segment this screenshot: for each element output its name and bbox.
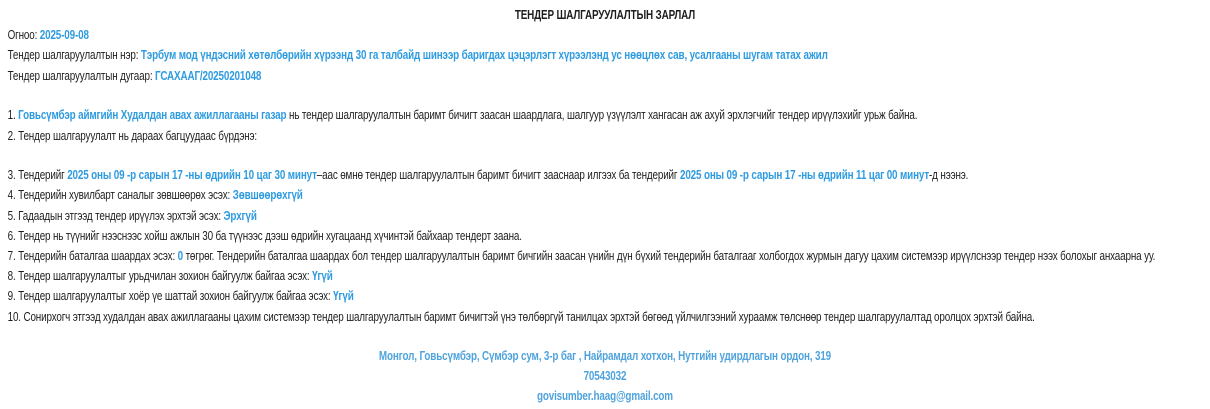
item-6 <box>8 226 1203 246</box>
footer-phone: 70543032 <box>583 368 627 384</box>
text-segment: –аас өмнө тендер шалгаруулалтын баримт бичигт зааснаар илгээх ба тендерийг <box>316 167 680 183</box>
text-segment: 1. <box>7 107 19 123</box>
text-segment: Тендер шалгаруулалтын нэр: <box>7 47 141 63</box>
highlighted-value: Говьсүмбэр аймгийн Худалдан авах ажиллагааны газар <box>18 107 287 123</box>
item-4 <box>8 185 1203 205</box>
highlighted-value: ГСАХААГ/20250201048 <box>155 67 262 83</box>
text-segment: Огноо: <box>7 27 40 43</box>
text-segment: 6. Тендер нь түүнийг нээснээс хойш ажлын 30 ба түүнээс дээш өдрийн хугацаанд хүчинтэй байхаар тендерт заана. <box>7 227 522 243</box>
item-3 <box>8 165 1203 185</box>
highlighted-value: Эрхгүй <box>223 207 257 223</box>
text-segment: нь тендер шалгаруулалтын баримт бичигт заасан шаардлага, шалгуур үзүүлэлт хангасан аж ахуй эрхлэгчийг тендер ирүүлэхийг урьж байна. <box>286 107 918 123</box>
text-segment: 3. Тендерийг <box>7 167 68 183</box>
highlighted-value: Үгүй <box>312 268 333 284</box>
date-line <box>8 25 1203 45</box>
footer-address: Монгол, Говьсүмбэр, Сүмбэр сум, 3-р баг , Найрамдал хотхон, Нутгийн удирдлагын ордон, 319 <box>378 347 832 363</box>
highlighted-value: 2025-09-08 <box>39 27 89 43</box>
text-segment: 8. Тендер шалгаруулалтыг урьдчилан зохион байгуулж байгаа эсэх: <box>7 268 313 284</box>
item-7 <box>8 246 1203 266</box>
text-segment: 9. Тендер шалгаруулалтыг хоёр үе шаттай зохион байгуулж байгаа эсэх: <box>7 288 334 304</box>
item-10 <box>8 307 1203 327</box>
highlighted-value: 2025 оны 09 -р сарын 17 -ны өдрийн 10 цаг 30 минут <box>67 167 317 183</box>
highlighted-value: Тэрбум мод үндэсний хөтөлбөрийн хүрээнд 30 га талбайд шинээр баригдах цэцэрлэгт хүрээлэнд ус нөөцлөх сав, усалгааны шугам татах ажил <box>140 47 828 63</box>
item-2 <box>8 126 1203 146</box>
text-segment: 2. Тендер шалгаруулалт нь дараах багцуудаас бүрдэнэ: <box>7 127 258 143</box>
page-title: ТЕНДЕР ШАЛГАРУУЛАЛТЫН ЗАРЛАЛ <box>514 7 696 22</box>
highlighted-value: Үгүй <box>333 288 354 304</box>
items-block-2 <box>8 165 1203 327</box>
item-9 <box>8 286 1203 306</box>
text-segment: -д нээнэ. <box>929 167 969 183</box>
item-5 <box>8 206 1203 226</box>
item-1 <box>8 105 1203 125</box>
text-segment: 5. Гадаадын этгээд тендер ирүүлэх эрхтэй эсэх: <box>7 207 224 223</box>
highlighted-value: 2025 оны 09 -р сарын 17 -ны өдрийн 11 цаг 00 минут <box>679 167 930 183</box>
item-8 <box>8 266 1203 286</box>
meta-block <box>8 25 1203 86</box>
tender-name-line <box>8 45 1203 65</box>
footer-email: govisumber.haag@gmail.com <box>536 388 673 404</box>
footer-block <box>8 346 1203 407</box>
text-segment: 4. Тендерийн хувилбарт саналыг зөвшөөрөх эсэх: <box>7 187 233 203</box>
text-segment: Тендер шалгаруулалтын дугаар: <box>7 67 156 83</box>
tender-number-line <box>8 66 1203 86</box>
highlighted-value: Зөвшөөрөхгүй <box>232 187 303 203</box>
text-segment: төгрөг. Тендерийн баталгаа шаардах бол тендер шалгаруулалтын баримт бичгийн заасан үнийн дүн бүхий тендерийн баталгааг холбогдох журмын дагуу цахим системээр ирүүлснээр тендер нээх болохыг анхаарна уу. <box>182 248 1156 264</box>
text-segment: 10. Сонирхогч этгээд худалдан авах ажиллагааны цахим системээр тендер шалгаруулалтын баримт бичигтэй үнэ төлбөргүй танилцах эрхтэй бөгөөд үйлчилгээний хураамж төлснөөр тендер шалгаруулалтад оролцох эрхтэй байна. <box>7 308 1035 324</box>
items-block-1 <box>8 105 1203 145</box>
text-segment: 7. Тендерийн баталгаа шаардах эсэх: <box>7 248 178 264</box>
highlighted-value: 0 <box>177 248 183 264</box>
